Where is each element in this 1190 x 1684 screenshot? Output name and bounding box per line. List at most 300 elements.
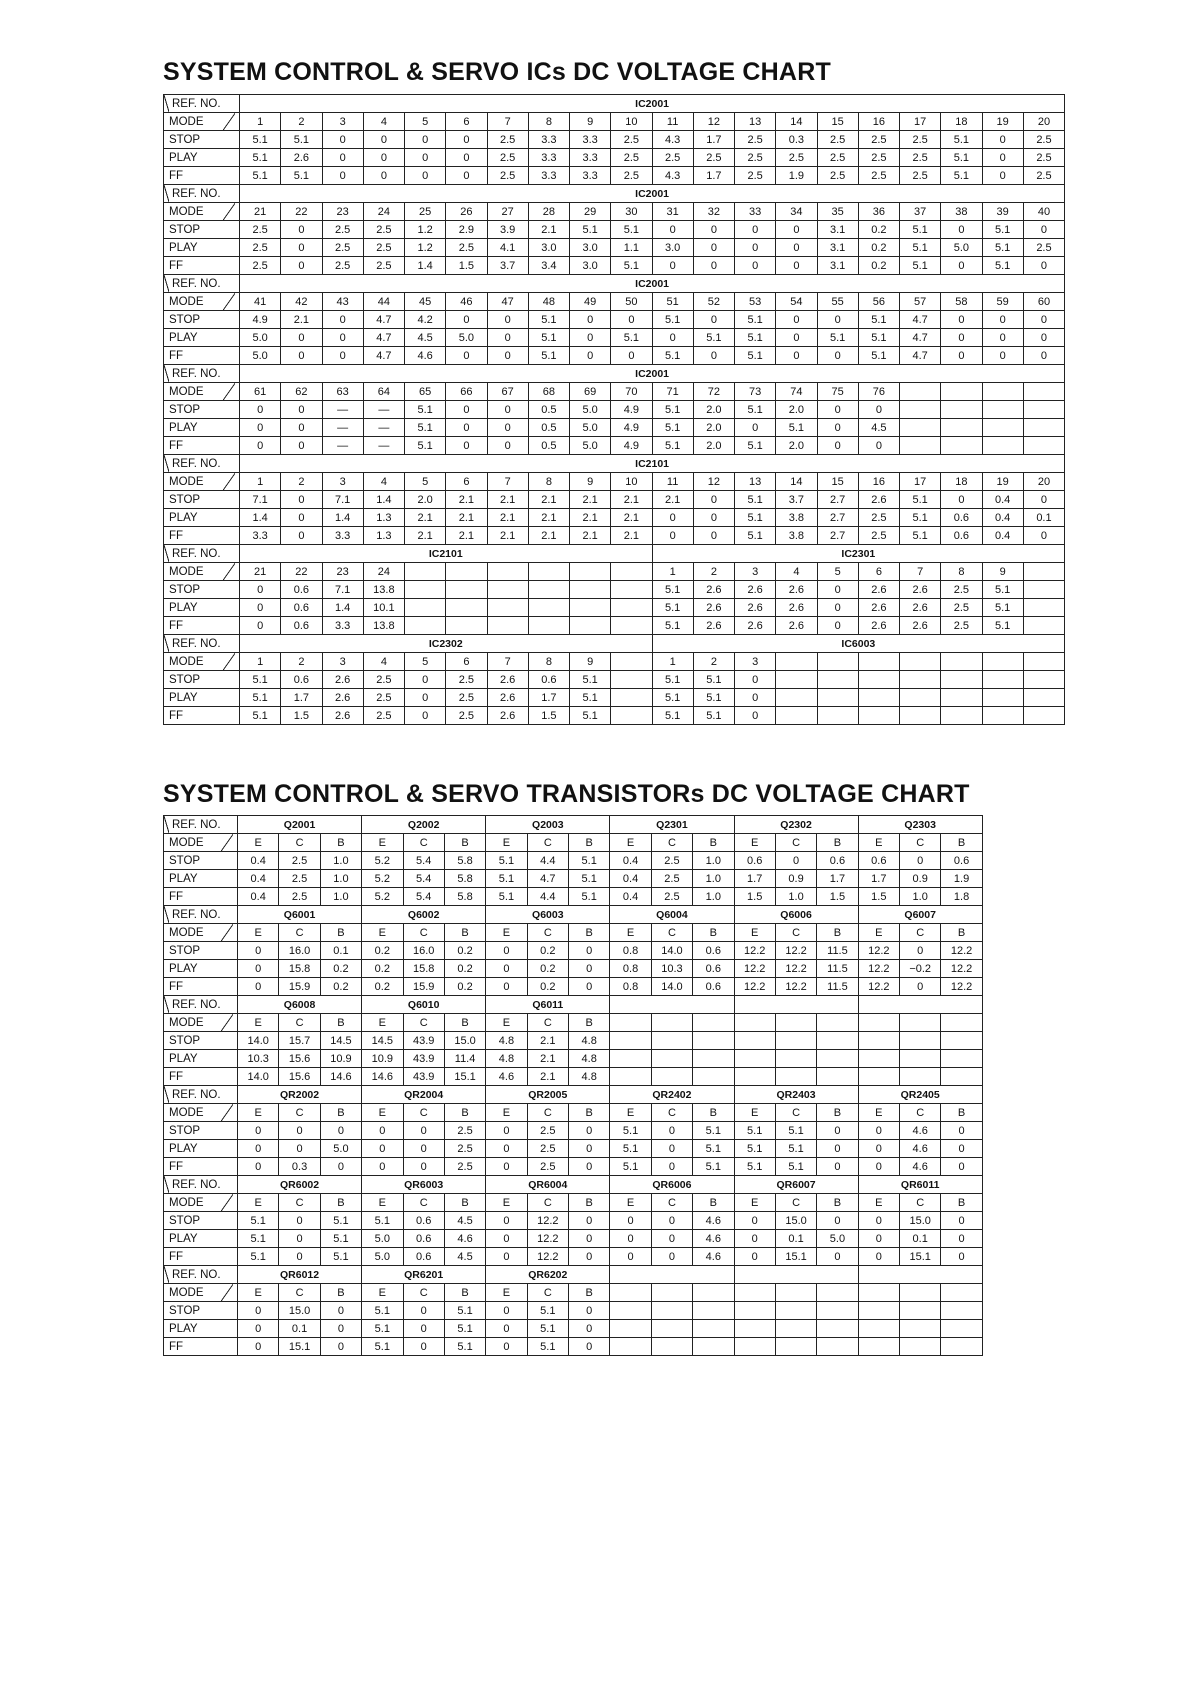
ic-group-name: IC2101 <box>240 455 1065 473</box>
voltage-value: 2.0 <box>405 491 446 509</box>
voltage-value: 15.1 <box>444 1068 485 1086</box>
voltage-value <box>1023 581 1064 599</box>
voltage-value: 0 <box>446 437 487 455</box>
terminal-label: B <box>320 924 361 942</box>
ic-group-name: IC2001 <box>240 185 1065 203</box>
voltage-value: 15.9 <box>279 978 320 996</box>
voltage-value: 0 <box>322 167 363 185</box>
voltage-value: 1.0 <box>320 870 361 888</box>
voltage-value: 0.4 <box>238 870 279 888</box>
voltage-value: 0 <box>487 311 528 329</box>
voltage-value: 16.0 <box>403 942 444 960</box>
terminal-label: B <box>817 1104 858 1122</box>
voltage-value: 5.1 <box>486 852 527 870</box>
voltage-value: 0.9 <box>900 870 941 888</box>
voltage-value: 5.1 <box>652 599 693 617</box>
pin-number: 14 <box>776 473 817 491</box>
voltage-value: 0 <box>238 1122 279 1140</box>
voltage-value: 0.6 <box>403 1212 444 1230</box>
voltage-value: 4.7 <box>363 329 404 347</box>
voltage-value: 12.2 <box>775 960 816 978</box>
voltage-value: 5.0 <box>320 1140 361 1158</box>
voltage-value: 5.1 <box>362 1302 403 1320</box>
ref-row <box>164 996 983 1014</box>
voltage-value: 5.1 <box>240 149 281 167</box>
ref-no-label: REF. NO. <box>164 545 240 563</box>
terminal-label <box>775 1014 816 1032</box>
voltage-value <box>900 707 941 725</box>
voltage-value: 15.0 <box>279 1302 320 1320</box>
voltage-value: 43.9 <box>403 1050 444 1068</box>
voltage-value: 2.5 <box>363 707 404 725</box>
voltage-value <box>611 707 652 725</box>
voltage-value: 0.6 <box>693 978 734 996</box>
terminal-label: E <box>858 1104 899 1122</box>
voltage-value: 0 <box>487 329 528 347</box>
pin-number: 10 <box>611 473 652 491</box>
voltage-value: 0 <box>486 978 527 996</box>
voltage-value: 0 <box>610 1248 651 1266</box>
terminal-label: E <box>734 924 775 942</box>
voltage-value: 5.1 <box>776 419 817 437</box>
voltage-value <box>941 1068 982 1086</box>
voltage-value: 5.1 <box>527 1302 568 1320</box>
voltage-value: 3.7 <box>487 257 528 275</box>
voltage-value: 2.1 <box>405 527 446 545</box>
pin-number <box>900 383 941 401</box>
voltage-value: 5.1 <box>238 1230 279 1248</box>
voltage-value: 2.1 <box>528 527 569 545</box>
voltage-value: 13.8 <box>363 617 404 635</box>
voltage-value <box>776 689 817 707</box>
voltage-value: 5.0 <box>362 1248 403 1266</box>
voltage-value: 0 <box>982 167 1023 185</box>
voltage-value: 0 <box>735 239 776 257</box>
voltage-value: 4.5 <box>444 1248 485 1266</box>
voltage-value: 0 <box>279 1122 320 1140</box>
voltage-row <box>164 311 1065 329</box>
voltage-value: 5.1 <box>652 311 693 329</box>
voltage-value: 0 <box>735 419 776 437</box>
ref-row <box>164 1086 983 1104</box>
voltage-row <box>164 491 1065 509</box>
voltage-value: 2.5 <box>487 167 528 185</box>
voltage-value: 5.1 <box>652 347 693 365</box>
pin-number: 35 <box>817 203 858 221</box>
voltage-value: 1.4 <box>322 599 363 617</box>
voltage-value: 0.6 <box>941 527 982 545</box>
ref-row <box>164 455 1065 473</box>
terminal-label: B <box>569 834 610 852</box>
voltage-value: 14.5 <box>320 1032 361 1050</box>
pin-number: 63 <box>322 383 363 401</box>
terminal-label: E <box>238 1284 279 1302</box>
pin-number: 10 <box>611 113 652 131</box>
voltage-value: 2.5 <box>527 1158 568 1176</box>
voltage-value <box>734 1338 775 1356</box>
voltage-value: 0 <box>240 401 281 419</box>
voltage-value: 2.5 <box>652 149 693 167</box>
voltage-value: 0.1 <box>900 1230 941 1248</box>
ref-row <box>164 545 1065 563</box>
voltage-value: 2.6 <box>858 491 899 509</box>
voltage-value: 5.1 <box>982 257 1023 275</box>
mode-name: FF <box>164 1248 238 1266</box>
voltage-value: 0 <box>405 131 446 149</box>
mode-name: FF <box>164 617 240 635</box>
ref-no-label: REF. NO. <box>164 275 240 293</box>
mode-name: STOP <box>164 1032 238 1050</box>
voltage-value: 2.0 <box>693 419 734 437</box>
voltage-value: 5.1 <box>734 1158 775 1176</box>
voltage-value: 12.2 <box>858 960 899 978</box>
voltage-value: 0 <box>941 347 982 365</box>
voltage-value: 0 <box>651 1248 692 1266</box>
terminal-label: E <box>858 834 899 852</box>
pin-number: 17 <box>900 473 941 491</box>
voltage-value: 2.5 <box>941 581 982 599</box>
terminal-label <box>817 1014 858 1032</box>
voltage-value: 0 <box>486 1338 527 1356</box>
voltage-value <box>734 1320 775 1338</box>
voltage-value: 5.1 <box>652 419 693 437</box>
voltage-value: 1.7 <box>528 689 569 707</box>
voltage-value <box>858 689 899 707</box>
voltage-value: 1.2 <box>405 239 446 257</box>
voltage-row <box>164 1068 983 1086</box>
mode-name: PLAY <box>164 689 240 707</box>
terminal-label <box>734 1284 775 1302</box>
voltage-value: 2.6 <box>735 581 776 599</box>
voltage-value <box>941 437 982 455</box>
voltage-value: 0 <box>279 1248 320 1266</box>
terminal-label: C <box>775 1104 816 1122</box>
voltage-value: 1.9 <box>941 870 982 888</box>
voltage-value: 0 <box>486 1212 527 1230</box>
voltage-value: 2.5 <box>322 257 363 275</box>
mode-name: STOP <box>164 1212 238 1230</box>
voltage-value: 14.0 <box>238 1068 279 1086</box>
voltage-value: 0 <box>693 311 734 329</box>
voltage-value: 4.7 <box>900 329 941 347</box>
pin-number: 4 <box>363 653 404 671</box>
voltage-value <box>1023 671 1064 689</box>
voltage-value: 0 <box>1023 311 1064 329</box>
voltage-value: 0 <box>281 221 322 239</box>
mode-label: MODE <box>164 1194 238 1212</box>
voltage-value: 2.1 <box>528 509 569 527</box>
transistor-name: Q6001 <box>238 906 362 924</box>
voltage-value <box>487 581 528 599</box>
pin-number: 60 <box>1023 293 1064 311</box>
voltage-value: 0.6 <box>403 1230 444 1248</box>
voltage-value <box>693 1338 734 1356</box>
voltage-value: 5.1 <box>569 852 610 870</box>
transistor-name: QR2004 <box>362 1086 486 1104</box>
pin-number: 14 <box>776 113 817 131</box>
voltage-value: 5.1 <box>941 149 982 167</box>
voltage-value: 0.8 <box>610 960 651 978</box>
voltage-value: 12.2 <box>734 942 775 960</box>
pin-number: 22 <box>281 203 322 221</box>
voltage-value: 0 <box>363 131 404 149</box>
voltage-value: 10.3 <box>238 1050 279 1068</box>
voltage-value: 15.6 <box>279 1068 320 1086</box>
voltage-value: 0 <box>281 527 322 545</box>
voltage-value: 4.5 <box>405 329 446 347</box>
pin-number <box>1023 563 1064 581</box>
voltage-value: 0 <box>941 311 982 329</box>
pin-number: 3 <box>322 473 363 491</box>
voltage-value <box>651 1338 692 1356</box>
voltage-value: 2.5 <box>446 671 487 689</box>
voltage-value: 5.1 <box>652 401 693 419</box>
voltage-value: 5.0 <box>941 239 982 257</box>
voltage-value: 2.5 <box>363 689 404 707</box>
pin-number: 64 <box>363 383 404 401</box>
mode-label: MODE <box>164 924 238 942</box>
voltage-value <box>487 599 528 617</box>
voltage-value: 5.0 <box>817 1230 858 1248</box>
pin-number: 37 <box>900 203 941 221</box>
voltage-value: 2.5 <box>444 1158 485 1176</box>
mode-row <box>164 473 1065 491</box>
voltage-value: 5.1 <box>982 581 1023 599</box>
voltage-value: 0 <box>776 311 817 329</box>
voltage-value <box>900 1032 941 1050</box>
voltage-value: 0.4 <box>982 491 1023 509</box>
voltage-value: 0.2 <box>858 257 899 275</box>
ic-group-name: IC2301 <box>652 545 1065 563</box>
pin-number: 2 <box>693 653 734 671</box>
voltage-value: 2.1 <box>446 527 487 545</box>
voltage-value: 5.1 <box>735 311 776 329</box>
voltage-value: 0 <box>1023 329 1064 347</box>
voltage-value: 0 <box>858 1140 899 1158</box>
pin-number <box>982 653 1023 671</box>
voltage-value: 2.1 <box>281 311 322 329</box>
terminal-label: E <box>734 834 775 852</box>
voltage-value: 0 <box>487 419 528 437</box>
voltage-value: 1.4 <box>240 509 281 527</box>
voltage-value <box>405 599 446 617</box>
voltage-value: 1.5 <box>858 888 899 906</box>
voltage-value: 0 <box>238 1140 279 1158</box>
voltage-value: 0 <box>238 960 279 978</box>
voltage-value: 5.1 <box>320 1212 361 1230</box>
voltage-value: 0 <box>776 221 817 239</box>
voltage-value: 2.1 <box>570 527 611 545</box>
voltage-value: 3.3 <box>528 131 569 149</box>
ref-no-label: REF. NO. <box>164 185 240 203</box>
pin-number: 50 <box>611 293 652 311</box>
voltage-value: 0 <box>817 347 858 365</box>
voltage-value: 0 <box>240 419 281 437</box>
voltage-value: 2.5 <box>651 888 692 906</box>
voltage-value: 5.0 <box>240 329 281 347</box>
voltage-value: 0 <box>569 1158 610 1176</box>
voltage-value: 2.6 <box>735 617 776 635</box>
terminal-label <box>858 1014 899 1032</box>
voltage-value: 14.6 <box>362 1068 403 1086</box>
voltage-value: 14.5 <box>362 1032 403 1050</box>
pin-number: 69 <box>570 383 611 401</box>
transistor-name: QR6007 <box>734 1176 858 1194</box>
voltage-value: 2.5 <box>817 131 858 149</box>
voltage-value: 0 <box>651 1230 692 1248</box>
pin-number: 7 <box>900 563 941 581</box>
voltage-value: 0 <box>279 1230 320 1248</box>
pin-number: 21 <box>240 203 281 221</box>
terminal-label: C <box>900 834 941 852</box>
voltage-value <box>1023 689 1064 707</box>
voltage-value: 2.1 <box>611 491 652 509</box>
voltage-value: — <box>363 401 404 419</box>
terminal-label: B <box>941 1194 982 1212</box>
voltage-value: 12.2 <box>734 960 775 978</box>
terminal-label <box>610 1014 651 1032</box>
voltage-value: 0 <box>405 689 446 707</box>
pin-number: 12 <box>693 113 734 131</box>
voltage-value: 0 <box>240 599 281 617</box>
voltage-row <box>164 689 1065 707</box>
voltage-value: 15.9 <box>403 978 444 996</box>
transistor-name <box>734 1266 858 1284</box>
mode-row <box>164 383 1065 401</box>
pin-number: 43 <box>322 293 363 311</box>
pin-number: 5 <box>405 653 446 671</box>
voltage-value <box>817 707 858 725</box>
pin-number: 15 <box>817 113 858 131</box>
pin-number: 4 <box>363 113 404 131</box>
terminal-label: B <box>444 1014 485 1032</box>
transistor-name: Q6004 <box>610 906 734 924</box>
mode-name: PLAY <box>164 1320 238 1338</box>
voltage-value: 0 <box>405 149 446 167</box>
voltage-value: 12.2 <box>734 978 775 996</box>
voltage-value: 0 <box>446 347 487 365</box>
voltage-value: 5.1 <box>735 437 776 455</box>
voltage-value: 0.5 <box>528 401 569 419</box>
voltage-value: 2.5 <box>611 167 652 185</box>
terminal-label: C <box>403 1284 444 1302</box>
voltage-value: 0 <box>238 1338 279 1356</box>
voltage-value: 1.7 <box>817 870 858 888</box>
voltage-value: 0 <box>817 581 858 599</box>
voltage-value: 0.4 <box>610 852 651 870</box>
ref-row <box>164 365 1065 383</box>
mode-label: MODE <box>164 473 240 491</box>
transistor-name: Q6007 <box>858 906 982 924</box>
voltage-value: 2.1 <box>527 1032 568 1050</box>
voltage-value: 0 <box>775 852 816 870</box>
transistor-name: Q2303 <box>858 816 982 834</box>
pin-number <box>487 563 528 581</box>
voltage-row <box>164 347 1065 365</box>
voltage-value: 2.6 <box>693 617 734 635</box>
voltage-value <box>611 689 652 707</box>
ref-row <box>164 95 1065 113</box>
voltage-value: 0 <box>279 1212 320 1230</box>
ref-row <box>164 816 983 834</box>
voltage-value: 4.4 <box>527 888 568 906</box>
voltage-value: 4.7 <box>527 870 568 888</box>
voltage-value: 0 <box>693 257 734 275</box>
mode-name: PLAY <box>164 1140 238 1158</box>
voltage-value: 5.1 <box>652 707 693 725</box>
pin-number <box>1023 653 1064 671</box>
voltage-value: 5.1 <box>734 1140 775 1158</box>
voltage-value: 5.1 <box>900 239 941 257</box>
pin-number: 6 <box>446 653 487 671</box>
voltage-value: 5.1 <box>941 131 982 149</box>
transistor-name: Q2002 <box>362 816 486 834</box>
voltage-value <box>651 1302 692 1320</box>
terminal-label: E <box>238 924 279 942</box>
pin-number: 13 <box>735 473 776 491</box>
voltage-value: 15.1 <box>775 1248 816 1266</box>
voltage-value: 2.5 <box>817 167 858 185</box>
terminal-label: B <box>817 1194 858 1212</box>
voltage-value: 2.0 <box>776 437 817 455</box>
voltage-value: 43.9 <box>403 1068 444 1086</box>
voltage-value: 4.5 <box>444 1212 485 1230</box>
voltage-value: 5.1 <box>982 221 1023 239</box>
pin-number: 4 <box>363 473 404 491</box>
voltage-value: 0 <box>817 401 858 419</box>
pin-number: 1 <box>652 653 693 671</box>
voltage-value: 0.8 <box>610 942 651 960</box>
voltage-value: 0.2 <box>362 960 403 978</box>
voltage-row <box>164 221 1065 239</box>
terminal-label: E <box>238 834 279 852</box>
voltage-value: 2.5 <box>693 149 734 167</box>
voltage-row <box>164 599 1065 617</box>
voltage-value: 11.5 <box>817 942 858 960</box>
voltage-value: 4.6 <box>693 1248 734 1266</box>
terminal-label: E <box>238 1014 279 1032</box>
terminal-label: E <box>610 1194 651 1212</box>
voltage-value: 0.4 <box>610 870 651 888</box>
terminal-label: C <box>279 834 320 852</box>
voltage-value: 0 <box>405 707 446 725</box>
voltage-value: 15.0 <box>900 1212 941 1230</box>
transistor-name: QR6002 <box>238 1176 362 1194</box>
voltage-row <box>164 671 1065 689</box>
voltage-value: 5.1 <box>362 1320 403 1338</box>
pin-number: 24 <box>363 563 404 581</box>
mode-name: FF <box>164 347 240 365</box>
voltage-row <box>164 1248 983 1266</box>
voltage-value: 15.8 <box>403 960 444 978</box>
voltage-value: 5.1 <box>611 221 652 239</box>
voltage-value: 0 <box>362 1122 403 1140</box>
voltage-value <box>858 1032 899 1050</box>
pin-number: 3 <box>735 563 776 581</box>
pin-number: 16 <box>858 473 899 491</box>
pin-number: 9 <box>982 563 1023 581</box>
pin-number: 1 <box>652 563 693 581</box>
voltage-value: 2.5 <box>444 1122 485 1140</box>
mode-name: STOP <box>164 671 240 689</box>
voltage-value: 3.3 <box>240 527 281 545</box>
voltage-value: 0 <box>817 437 858 455</box>
voltage-value: 2.5 <box>240 221 281 239</box>
transistor-name: QR2005 <box>486 1086 610 1104</box>
voltage-value <box>611 617 652 635</box>
ref-row <box>164 185 1065 203</box>
voltage-row <box>164 401 1065 419</box>
